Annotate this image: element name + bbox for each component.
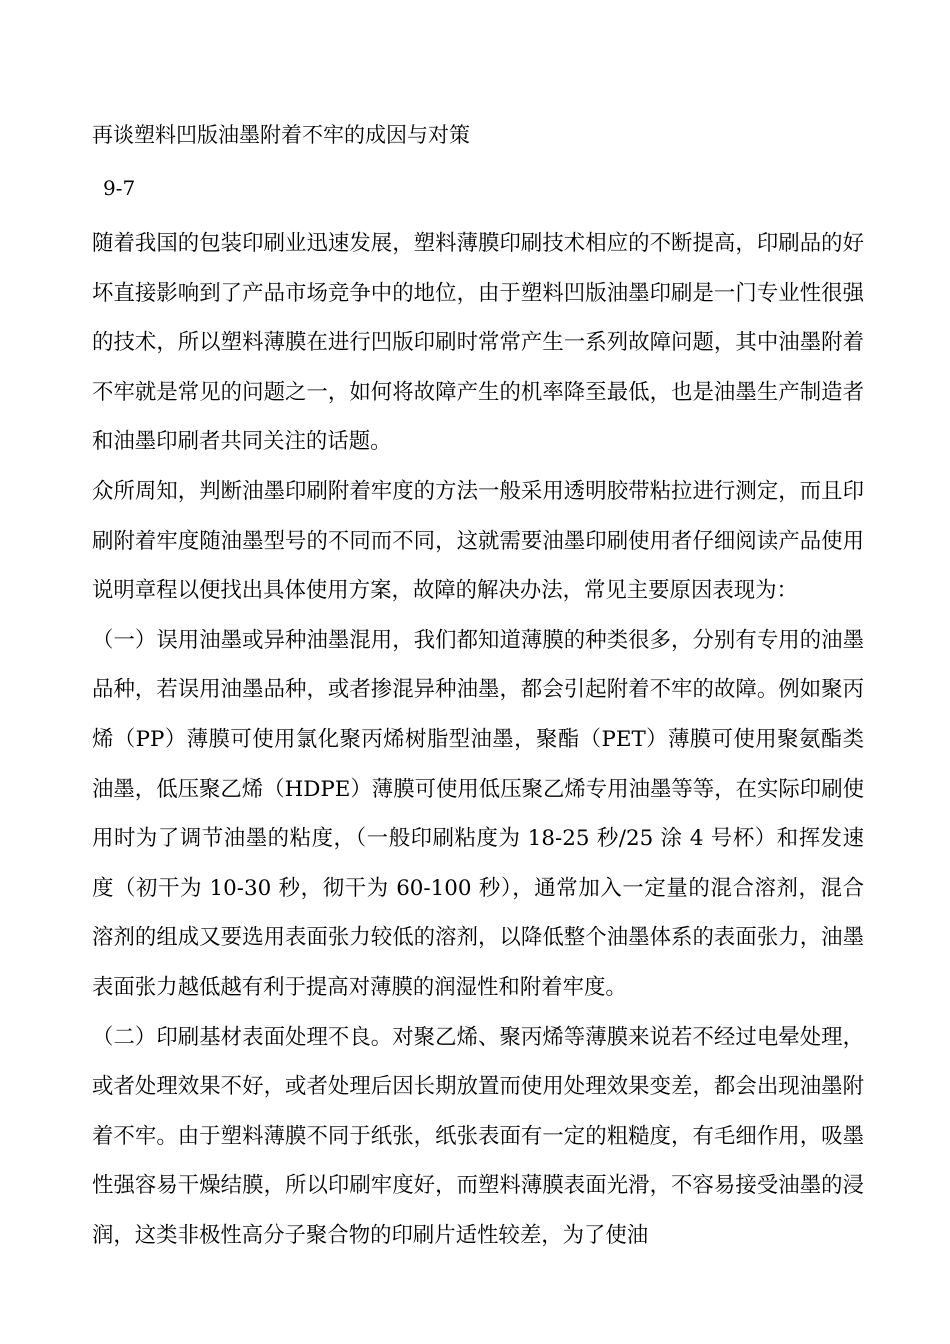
- paragraph-cause-2: （二）印刷基材表面处理不良。对聚乙烯、聚丙烯等薄膜来说若不经过电晕处理，或者处理效果不好，或者处理后因长期放置而使用处理效果变差，都会出现油墨附着不牢。由于塑料薄膜不同于纸张，纸张表面有一定的粗糙度，有毛细作用，吸墨性强容易干燥结膜，所以印刷牢度好，而塑料薄膜表面光滑，不容易接受油墨的浸润，这类非极性高分子聚合物的印刷片适性较差，为了使油: [92, 1024, 864, 1248]
- paragraph-overview: 众所周知，判断油墨印刷附着牢度的方法一般采用透明胶带粘拉进行测定，而且印刷附着牢度随油墨型号的不同而不同，这就需要油墨印刷使用者仔细阅读产品使用说明章程以便找出具体使用方案，故障的解决办法，常见主要原因表现为：: [92, 478, 864, 604]
- document-date: 9-7: [103, 176, 136, 200]
- document-title: 再谈塑料凹版油墨附着不牢的成因与对策: [92, 123, 470, 147]
- paragraph-intro: 随着我国的包装印刷业迅速发展，塑料薄膜印刷技术相应的不断提高，印刷品的好坏直接影响到了产品市场竞争中的地位，由于塑料凹版油墨印刷是一门专业性很强的技术，所以塑料薄膜在进行凹版印刷时常常产生一系列故障问题，其中油墨附着不牢就是常见的问题之一，如何将故障产生的机率降至最低，也是油墨生产制造者和油墨印刷者共同关注的话题。: [92, 231, 864, 455]
- document-body: [92, 219, 864, 1260]
- paragraph-cause-1: （一）误用油墨或异种油墨混用，我们都知道薄膜的种类很多，分别有专用的油墨品种，若误用油墨品种，或者掺混异种油墨，都会引起附着不牢的故障。例如聚丙烯（PP）薄膜可使用氯化聚丙烯树脂型油墨，聚酯（PET）薄膜可使用聚氨酯类油墨，低压聚乙烯（HDPE）薄膜可使用低压聚乙烯专用油墨等等，在实际印刷使用时为了调节油墨的粘度，（一般印刷粘度为 18-25 秒/25 涂 4 号杯）和挥发速度（初干为 10-30 秒，彻干为 60-100 秒），通常加入一定量的混合溶剂，混合溶剂的组成又要选用表面张力较低的溶剂，以降低整个油墨体系的表面张力，油墨表面张力越低越有利于提高对薄膜的润湿性和附着牢度。: [92, 627, 864, 1000]
